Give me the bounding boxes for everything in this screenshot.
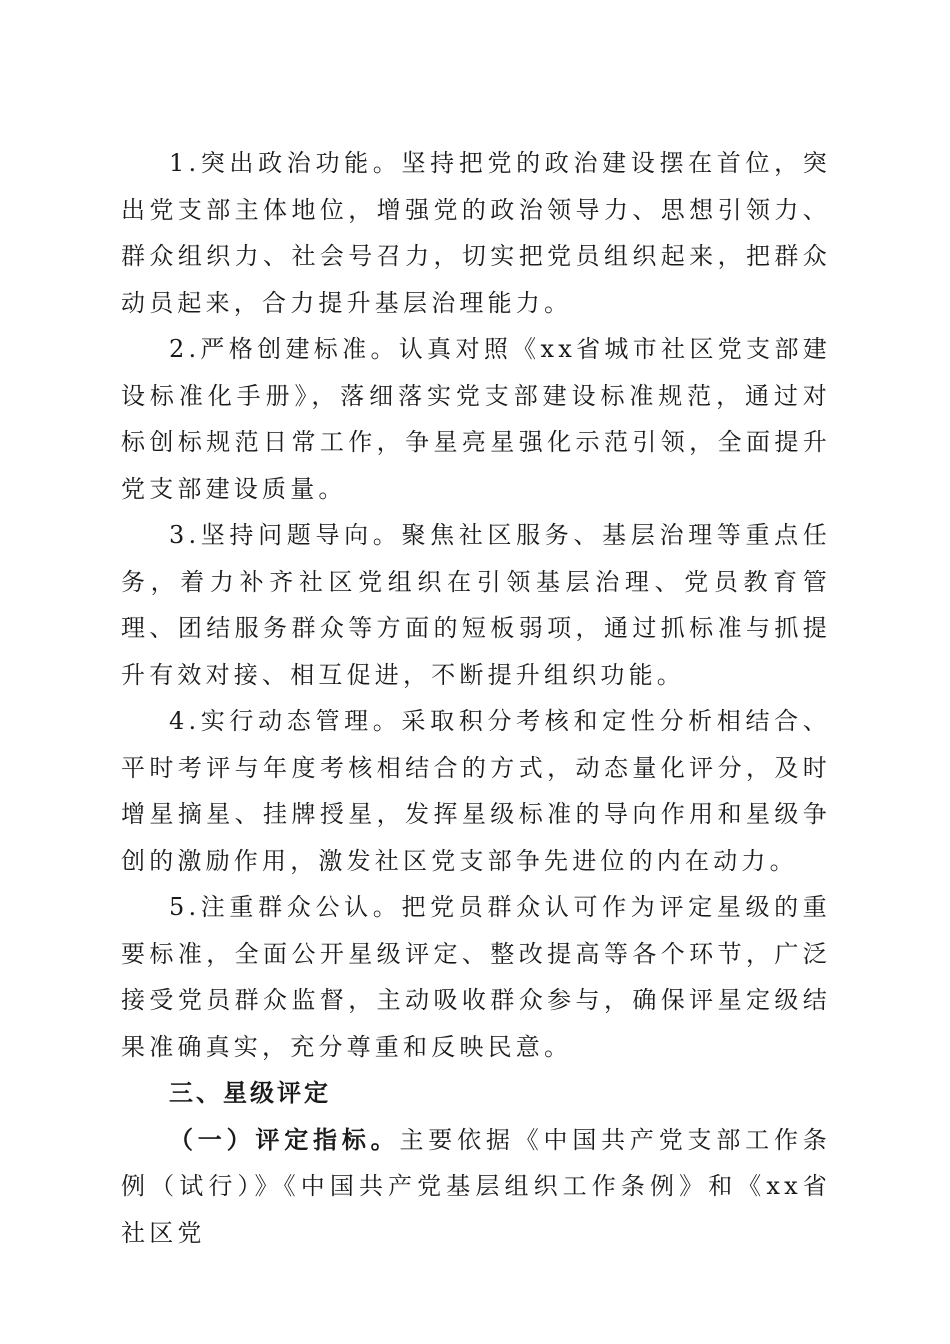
paragraph-problem-orientation: 3.坚持问题导向。聚焦社区服务、基层治理等重点任务，着力补齐社区党组织在引领基层治理、党员教育管理、团结服务群众等方面的短板弱项，通过抓标准与抓提升有效对接、相互促进，不断提升组织功能。: [121, 521, 831, 689]
paragraph-evaluation-indicators: [121, 1117, 831, 1257]
paragraph-political-function: 1.突出政治功能。坚持把党的政治建设摆在首位，突出党支部主体地位，增强党的政治领导力、思想引领力、群众组织力、社会号召力，切实把党员组织起来，把群众动员起来，合力提升基层治理能力。: [121, 149, 831, 317]
section-heading: 三、星级评定: [169, 1079, 331, 1107]
paragraph-dynamic-management: 4.实行动态管理。采取积分考核和定性分析相结合、平时考评与年度考核相结合的方式，动态量化评分，及时增星摘星、挂牌授星，发挥星级标准的导向作用和星级争创的激励作用，激发社区党支部争先进位的内在动力。: [121, 707, 831, 875]
sub-heading-text: 主要依据《中国共产党支部工作条例（试行）》《中国共产党基层组织工作条例》和《xx省社区党: [121, 1125, 831, 1247]
paragraph-public-recognition: 5.注重群众公认。把党员群众认可作为评定星级的重要标准，全面公开星级评定、整改提高等各个环节，广泛接受党员群众监督，主动吸收群众参与，确保评星定级结果准确真实，充分尊重和反映民意。: [121, 893, 831, 1061]
sub-heading: （一）评定指标。: [169, 1124, 400, 1154]
document-body: [121, 140, 831, 1256]
paragraph-creation-standard: 2.严格创建标准。认真对照《xx省城市社区党支部建设标准化手册》，落细落实党支部建设标准规范，通过对标创标规范日常工作，争星亮星强化示范引领，全面提升党支部建设质量。: [121, 335, 831, 503]
